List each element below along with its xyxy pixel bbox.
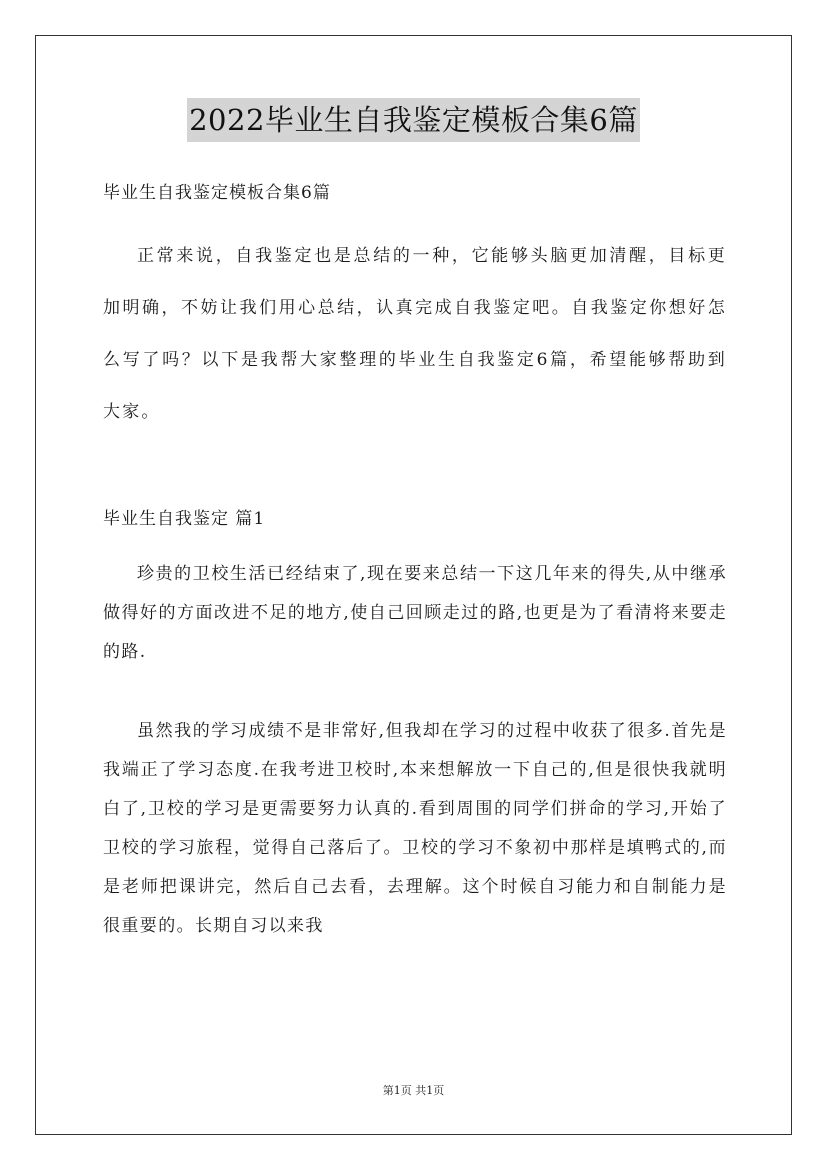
body-paragraph-2: 虽然我的学习成绩不是非常好,但我却在学习的过程中收获了很多.首先是我端正了学习态度.在我考进卫校时,本来想解放一下自己的,但是很快我就明白了,卫校的学习是更需要努力认真的.看到周围的同学们拼命的学习,开始了卫校的学习旅程，觉得自己落后了。卫校的学习不象初中那样是填鸭式的,而是老师把课讲完，然后自己去看，去理解。这个时候自习能力和自制能力是很重要的。长期自习以来我: [103, 721, 727, 936]
body-paragraph-1: 珍贵的卫校生活已经结束了,现在要来总结一下这几年来的得失,从中继承做得好的方面改进不足的地方,使自己回顾走过的路,也更是为了看清将来要走的路.: [103, 564, 727, 662]
section-heading: 毕业生自我鉴定 篇1: [103, 509, 266, 529]
document-subtitle: 毕业生自我鉴定模板合集6篇: [103, 183, 331, 203]
document-title: 2022毕业生自我鉴定模板合集6篇: [187, 98, 640, 142]
page-footer: 第1页 共1页: [382, 1084, 445, 1097]
intro-paragraph: 正常来说，自我鉴定也是总结的一种，它能够头脑更加清醒，目标更加明确，不妨让我们用心总结，认真完成自我鉴定吧。自我鉴定你想好怎么写了吗？以下是我帮大家整理的毕业生自我鉴定6篇，希望能够帮助到大家。: [103, 246, 727, 422]
title-container: [0, 98, 827, 142]
